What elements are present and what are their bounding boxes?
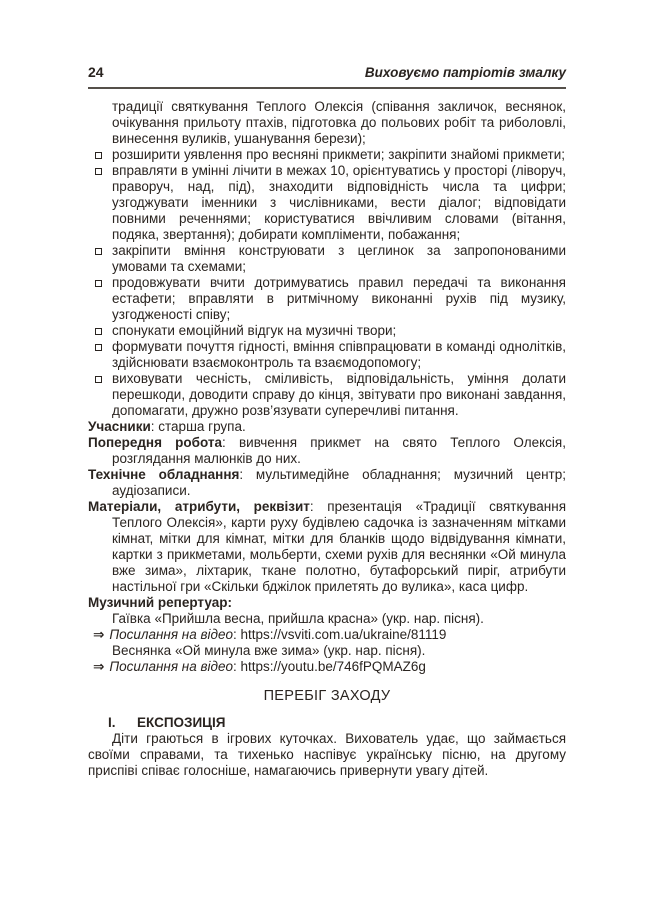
goal-item xyxy=(88,163,566,243)
continuation-paragraph: традиції святкування Теплого Олексія (співання закличок, веснянок, очікування прильоту птахів, підготовка до польових робіт та риболовлі, винесення вуликів, ушанування берези); xyxy=(112,99,566,146)
right-arrow-icon: ⇒ xyxy=(93,627,105,642)
labeled-paragraph xyxy=(88,419,566,435)
square-bullet-icon xyxy=(95,376,102,383)
right-arrow-icon: ⇒ xyxy=(93,659,105,674)
goal-item xyxy=(88,323,566,339)
square-bullet-icon xyxy=(95,248,102,255)
page-body xyxy=(88,99,566,779)
repertoire-heading: Музичний репертуар: xyxy=(88,595,232,610)
link-separator: : xyxy=(233,659,241,674)
video-link-url[interactable]: https://vsviti.com.ua/ukraine/81119 xyxy=(240,627,447,642)
song-title: Веснянка «Ой минула вже зима» (укр. нар. пісня). xyxy=(112,643,426,658)
song-title: Гаївка «Прийшла весна, прийшла красна» (укр. нар. пісня). xyxy=(112,611,484,626)
goal-item xyxy=(88,243,566,275)
square-bullet-icon xyxy=(95,168,102,175)
page-header xyxy=(88,64,566,89)
paragraph-text: : старша група. xyxy=(150,419,246,434)
goal-item xyxy=(88,275,566,323)
subsection-heading xyxy=(88,715,566,731)
paragraph-text: : презентація «Традиції святкування Теплого Олексія», карти руху будівлею садочка із зазначенням мітками кімнат, мітки для кімнат, мітки для бланків щодо відвідування кімнати, картки з прикметами, мольберти, схеми рухів для веснянки «Ой минула вже зима», ліхтарик, ткане полотно, бутафорський пиріг, атрибути настільної гри «Скільки бджілок прилетять до вулика», каса цифр. xyxy=(112,499,566,594)
subsection-number: I. xyxy=(108,715,116,730)
goal-item xyxy=(88,339,566,371)
exposition-paragraph: Діти граються в ігрових куточках. Вихователь удає, що займається своїми справами, та тихенько наспівує українську пісню, на другому приспіві співає голосніше, намагаючись привернути увагу дітей. xyxy=(88,731,566,778)
repertoire-item xyxy=(88,611,566,643)
running-title: Виховуємо патріотів змалку xyxy=(364,65,566,80)
video-link-line xyxy=(88,627,566,643)
square-bullet-icon xyxy=(95,152,102,159)
labeled-paragraph xyxy=(88,499,566,595)
goal-text: продовжувати вчити дотримуватись правил передачі та виконання естафети; вправляти в ритмічному виконанні рухів під музику, узгодженості співу; xyxy=(112,275,566,322)
goal-text: вправляти в умінні лічити в межах 10, орієнтуватись у просторі (ліворуч, праворуч, над, під), знаходити відповідність числа та цифри; узгоджувати іменники з числівниками, вести діалог; відповідати повними реченнями; користуватися ввічливим словами (вітання, подяка, звертання); добирати компліменти, побажання; xyxy=(112,163,566,242)
square-bullet-icon xyxy=(95,328,102,335)
goal-text: виховувати чесність, сміливість, відповідальність, уміння долати перешкоди, доводити справу до кінця, звітувати про виконані завдання, допомагати, дружно розв’язувати суперечливі питання. xyxy=(112,371,566,418)
goals-list xyxy=(88,147,566,419)
page-content xyxy=(88,64,566,779)
repertoire-item xyxy=(88,643,566,675)
paragraph-label: Учасники xyxy=(88,419,151,434)
video-link-line xyxy=(88,659,566,675)
paragraph-label: Матеріали, атрибути, реквізит xyxy=(88,499,310,514)
paragraph-text: : мультимедійне обладнання; музичний центр; аудіозаписи. xyxy=(112,467,566,498)
link-separator: : xyxy=(233,627,241,642)
goal-text: розширити уявлення про весняні прикмети; закріпити знайомі прикмети; xyxy=(112,147,565,162)
page-number: 24 xyxy=(88,64,104,80)
labeled-paragraph xyxy=(88,435,566,467)
goal-item xyxy=(88,147,566,163)
goal-text: спонукати емоційний відгук на музичні твори; xyxy=(112,323,397,338)
section-heading: ПЕРЕБІГ ЗАХОДУ xyxy=(263,688,391,704)
goal-item xyxy=(88,371,566,419)
paragraph-label: Попередня робота xyxy=(88,435,223,450)
square-bullet-icon xyxy=(95,280,102,287)
goal-text: закріпити вміння конструювати з цеглинок за запропонованими умовами та схемами; xyxy=(112,243,566,274)
subsection-title: ЕКСПОЗИЦІЯ xyxy=(137,715,226,730)
repertoire-list xyxy=(88,611,566,675)
labeled-paragraphs xyxy=(88,419,566,595)
labeled-paragraph xyxy=(88,467,566,499)
goal-text: формувати почуття гідності, вміння співпрацювати в команді однолітків, здійснювати взаємоконтроль та взаємодопомогу; xyxy=(112,339,566,370)
paragraph-label: Технічне обладнання xyxy=(88,467,240,482)
video-link-url[interactable]: https://youtu.be/746fPQMAZ6g xyxy=(240,659,426,674)
video-link-label: Посилання на відео xyxy=(109,627,234,642)
square-bullet-icon xyxy=(95,344,102,351)
video-link-label: Посилання на відео xyxy=(109,659,234,674)
paragraph-text: : вивчення прикмет на свято Теплого Олексія, розглядання малюнків до них. xyxy=(112,435,566,466)
